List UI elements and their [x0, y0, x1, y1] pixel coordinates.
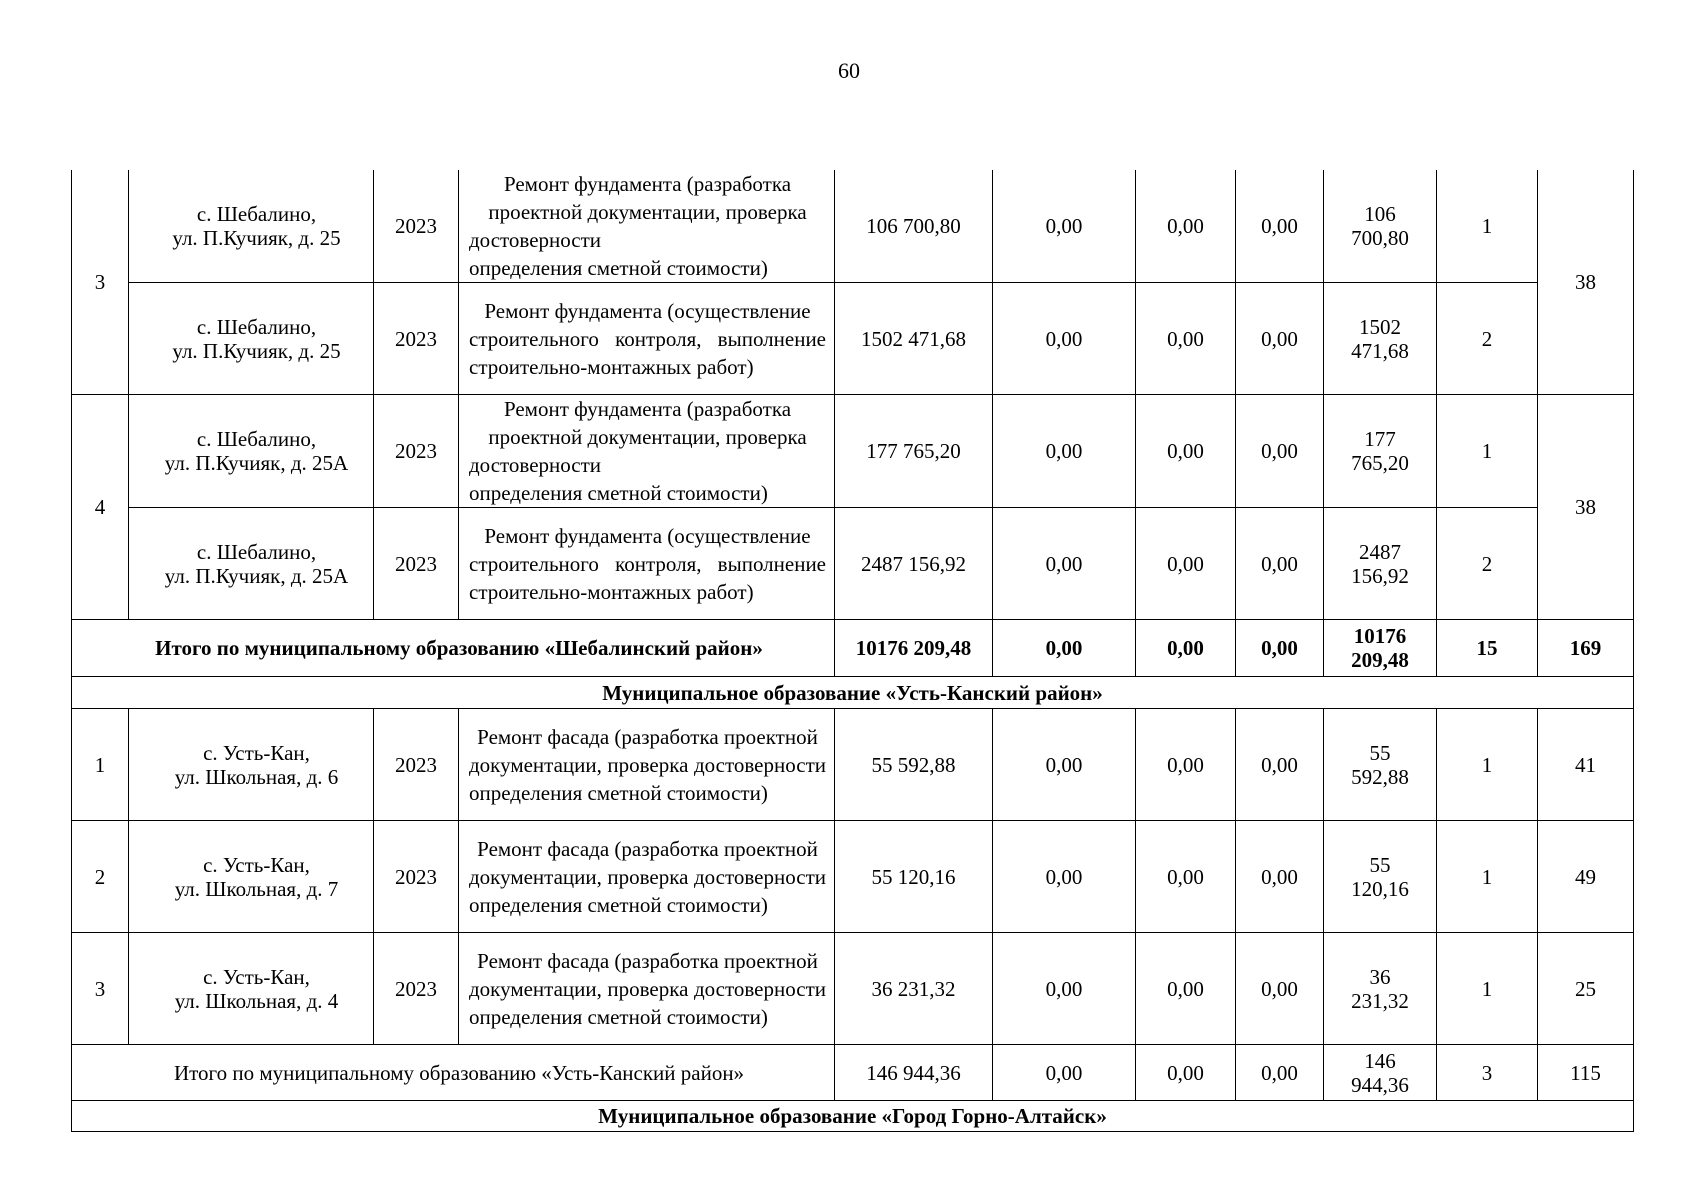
year-cell: 2023: [374, 508, 459, 620]
total-cost-cell: 10176 209,48: [835, 620, 993, 677]
stage-cell: 15: [1437, 620, 1538, 677]
fund-cost-cell: 177 765,20: [1324, 395, 1437, 508]
total-cost-cell: 55 592,88: [835, 709, 993, 821]
year-cell: 2023: [374, 170, 459, 283]
share-cell: 38: [1538, 170, 1634, 395]
cost-cell: 0,00: [1236, 709, 1324, 821]
share-cell: 169: [1538, 620, 1634, 677]
total-cost-cell: 36 231,32: [835, 933, 993, 1045]
section-heading-row: [72, 1101, 1634, 1132]
cost-cell: 0,00: [1236, 395, 1324, 508]
total-row: [72, 620, 1634, 677]
table-row: [72, 821, 1634, 933]
work-description-cell: Ремонт фундамента (разработка проектной документации, проверка достоверности определения сметной стоимости): [459, 170, 835, 283]
work-description-cell: Ремонт фундамента (осуществление строительного контроля, выполнение строительно-монтажных работ): [459, 508, 835, 620]
total-label: Итого по муниципальному образованию «Шебалинский район»: [72, 620, 835, 677]
section-heading: Муниципальное образование «Усть-Канский район»: [72, 677, 1634, 709]
row-number: 4: [72, 395, 129, 620]
cost-cell: 0,00: [1136, 508, 1236, 620]
cost-cell: 0,00: [1236, 821, 1324, 933]
cost-cell: 0,00: [1136, 933, 1236, 1045]
cost-cell: 0,00: [1136, 283, 1236, 395]
fund-cost-cell: 146 944,36: [1324, 1045, 1437, 1101]
row-number: 3: [72, 170, 129, 395]
total-cost-cell: 177 765,20: [835, 395, 993, 508]
cost-cell: 0,00: [993, 1045, 1136, 1101]
cost-cell: 0,00: [1236, 283, 1324, 395]
address-cell: с. Шебалино, ул. П.Кучияк, д. 25А: [129, 395, 374, 508]
year-cell: 2023: [374, 709, 459, 821]
work-description-cell: Ремонт фундамента (осуществление строительного контроля, выполнение строительно-монтажных работ): [459, 283, 835, 395]
stage-cell: 1: [1437, 709, 1538, 821]
share-cell: 25: [1538, 933, 1634, 1045]
work-description-cell: Ремонт фундамента (разработка проектной документации, проверка достоверности определения сметной стоимости): [459, 395, 835, 508]
fund-cost-cell: 36 231,32: [1324, 933, 1437, 1045]
stage-cell: 1: [1437, 170, 1538, 283]
fund-cost-cell: 55 592,88: [1324, 709, 1437, 821]
address-cell: с. Шебалино, ул. П.Кучияк, д. 25А: [129, 508, 374, 620]
row-number: 2: [72, 821, 129, 933]
cost-cell: 0,00: [1236, 508, 1324, 620]
cost-cell: 0,00: [1136, 709, 1236, 821]
section-heading-row: [72, 677, 1634, 709]
total-row: [72, 1045, 1634, 1101]
cost-cell: 0,00: [1136, 620, 1236, 677]
share-cell: 49: [1538, 821, 1634, 933]
cost-cell: 0,00: [993, 620, 1136, 677]
row-number: 3: [72, 933, 129, 1045]
cost-cell: 0,00: [1236, 1045, 1324, 1101]
cost-cell: 0,00: [993, 395, 1136, 508]
total-label: Итого по муниципальному образованию «Усть-Канский район»: [72, 1045, 835, 1101]
address-cell: с. Усть-Кан, ул. Школьная, д. 4: [129, 933, 374, 1045]
cost-cell: 0,00: [1136, 395, 1236, 508]
total-cost-cell: 2487 156,92: [835, 508, 993, 620]
fund-cost-cell: 1502 471,68: [1324, 283, 1437, 395]
cost-cell: 0,00: [1136, 170, 1236, 283]
address-cell: с. Шебалино, ул. П.Кучияк, д. 25: [129, 170, 374, 283]
cost-cell: 0,00: [993, 283, 1136, 395]
year-cell: 2023: [374, 933, 459, 1045]
cost-cell: 0,00: [993, 508, 1136, 620]
stage-cell: 3: [1437, 1045, 1538, 1101]
year-cell: 2023: [374, 283, 459, 395]
cost-cell: 0,00: [1136, 1045, 1236, 1101]
cost-cell: 0,00: [993, 821, 1136, 933]
year-cell: 2023: [374, 821, 459, 933]
address-cell: с. Усть-Кан, ул. Школьная, д. 6: [129, 709, 374, 821]
year-cell: 2023: [374, 395, 459, 508]
row-number: 1: [72, 709, 129, 821]
table-row: [72, 170, 1634, 283]
stage-cell: 2: [1437, 283, 1538, 395]
cost-cell: 0,00: [1236, 933, 1324, 1045]
table-row: [72, 508, 1634, 620]
fund-cost-cell: 55 120,16: [1324, 821, 1437, 933]
work-description-cell: Ремонт фасада (разработка проектной документации, проверка достоверности определения сметной стоимости): [459, 821, 835, 933]
cost-cell: 0,00: [1236, 170, 1324, 283]
table-row: [72, 933, 1634, 1045]
share-cell: 41: [1538, 709, 1634, 821]
page-number: 60: [838, 58, 860, 83]
table-row: [72, 709, 1634, 821]
cost-cell: 0,00: [993, 933, 1136, 1045]
cost-cell: 0,00: [993, 709, 1136, 821]
stage-cell: 1: [1437, 821, 1538, 933]
fund-cost-cell: 2487 156,92: [1324, 508, 1437, 620]
section-heading: Муниципальное образование «Город Горно-Алтайск»: [72, 1101, 1634, 1132]
work-description-cell: Ремонт фасада (разработка проектной документации, проверка достоверности определения сметной стоимости): [459, 933, 835, 1045]
address-cell: с. Усть-Кан, ул. Школьная, д. 7: [129, 821, 374, 933]
stage-cell: 1: [1437, 933, 1538, 1045]
work-description-cell: Ремонт фасада (разработка проектной документации, проверка достоверности определения сметной стоимости): [459, 709, 835, 821]
address-cell: с. Шебалино, ул. П.Кучияк, д. 25: [129, 283, 374, 395]
total-cost-cell: 55 120,16: [835, 821, 993, 933]
stage-cell: 2: [1437, 508, 1538, 620]
fund-cost-cell: 106 700,80: [1324, 170, 1437, 283]
cost-cell: 0,00: [1236, 620, 1324, 677]
cost-cell: 0,00: [993, 170, 1136, 283]
fund-cost-cell: 10176 209,48: [1324, 620, 1437, 677]
table-row: [72, 395, 1634, 508]
total-cost-cell: 146 944,36: [835, 1045, 993, 1101]
share-cell: 38: [1538, 395, 1634, 620]
share-cell: 115: [1538, 1045, 1634, 1101]
total-cost-cell: 1502 471,68: [835, 283, 993, 395]
cost-cell: 0,00: [1136, 821, 1236, 933]
total-cost-cell: 106 700,80: [835, 170, 993, 283]
capital-repair-table: [71, 170, 1634, 1132]
stage-cell: 1: [1437, 395, 1538, 508]
table-row: [72, 283, 1634, 395]
